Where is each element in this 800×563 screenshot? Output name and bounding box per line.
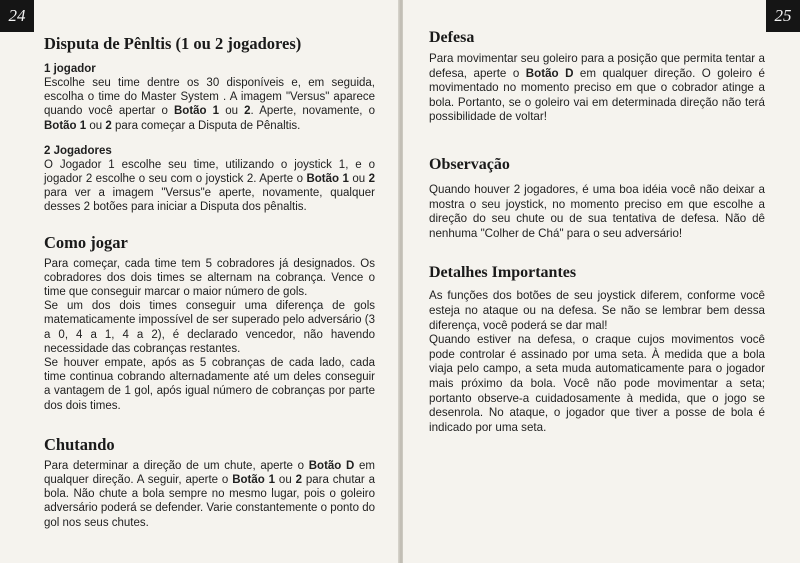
right-column [429, 28, 765, 435]
penalty-title: Disputa de Pênltis (1 ou 2 jogadores) [44, 34, 302, 53]
detalhes-title: Detalhes Importantes [429, 264, 577, 282]
left-column [44, 34, 375, 530]
one-player-text: Escolhe seu time dentre os 30 disponíveis e, em seguida, escolha o time do Master System . A imagem "Versus" aparece quando você apertar o Botão 1 ou 2. Aperte, novamente, o Botão 1 ou 2 para começar a Disputa de Pênaltis. [44, 77, 376, 132]
defesa-text: Para movimentar seu goleiro para a posição que permita tentar a defesa, aperte o Botão D em qualquer direção. O goleiro é movimentado no momento preciso em que o cobrador atinge a bola. Portanto, se o goleiro vai em determinada direção não terá possibilidade de voltar! [429, 52, 765, 124]
right-page [403, 0, 800, 563]
page-number-right: 25 [766, 0, 800, 32]
left-page [0, 0, 399, 563]
detalhes-text-1: As funções dos botões de seu joystick diferem, conforme você esteja no ataque ou na defesa. Se não se lembrar bem dessa diferença, você poderá se dar mal! [429, 289, 765, 332]
two-players-heading: 2 Jogadores [44, 144, 112, 157]
detalhes-text-2: Quando estiver na defesa, o craque cujos movimentos você pode controlar é assinado por uma seta. À medida que a bola viaja pelo campo, a seta muda automaticamente para o jogador mais próximo da bola. Você não pode movimentar a seta; portanto observe-a cuidadosamente à medida, que o jogo se desenrola. No ataque, o jogador que tiver a posse de bola é indicado por uma seta. [429, 333, 765, 434]
page-number-left: 24 [0, 0, 34, 32]
two-players-text: O Jogador 1 escolhe seu time, utilizando o joystick 1, e o jogador 2 escolhe o seu com o joystick 2. Aperte o Botão 1 ou 2 para ver a imagem "Versus"e aperte, novamente, qualquer desses 2 botões para iniciar a Disputa dos pênaltis. [44, 158, 375, 214]
como-jogar-text-1: Para começar, cada time tem 5 cobradores já designados. Os cobradores dos dois times se alternam na cobrança. Vence o time que conseguir marcar o maior número de gols. [44, 257, 375, 299]
como-jogar-text-3: Se houver empate, após as 5 cobranças de cada lado, cada time continua cobrando alternadamente até um deles conseguir a vantagem de 1 gol, após igual número de cobranças por parte dos dois times. [44, 357, 375, 412]
como-jogar-text-2: Se um dos dois times conseguir uma diferença de gols matematicamente impossível de ser superado pelo adversário (3 a 0, 4 a 1, 4 a 2), é declarado vencedor, não havendo necessidade das cobranças restantes. [44, 300, 375, 355]
defesa-title: Defesa [429, 29, 475, 46]
observacao-title: Observação [429, 155, 510, 173]
como-jogar-title: Como jogar [44, 232, 128, 252]
chutando-title: Chutando [44, 434, 115, 454]
chutando-text: Para determinar a direção de um chute, aperte o Botão D em qualquer direção. A seguir, aperte o Botão 1 ou 2 para chutar a bola. Não chute a bola sempre no mesmo lugar, pois o goleiro adversário poderá se defender. Varie constantemente o ponto do gol nos seus chutes. [44, 459, 376, 529]
one-player-heading: 1 jogador [44, 63, 96, 75]
observacao-text: Quando houver 2 jogadores, é uma boa idéia você não deixar a mostra o seu joystick, no momento preciso em que escolhe a direção do seu chute ou de sua tentativa de defesa. Não dê nenhuma "Colher de Chá" para o seu adversário! [429, 182, 765, 240]
